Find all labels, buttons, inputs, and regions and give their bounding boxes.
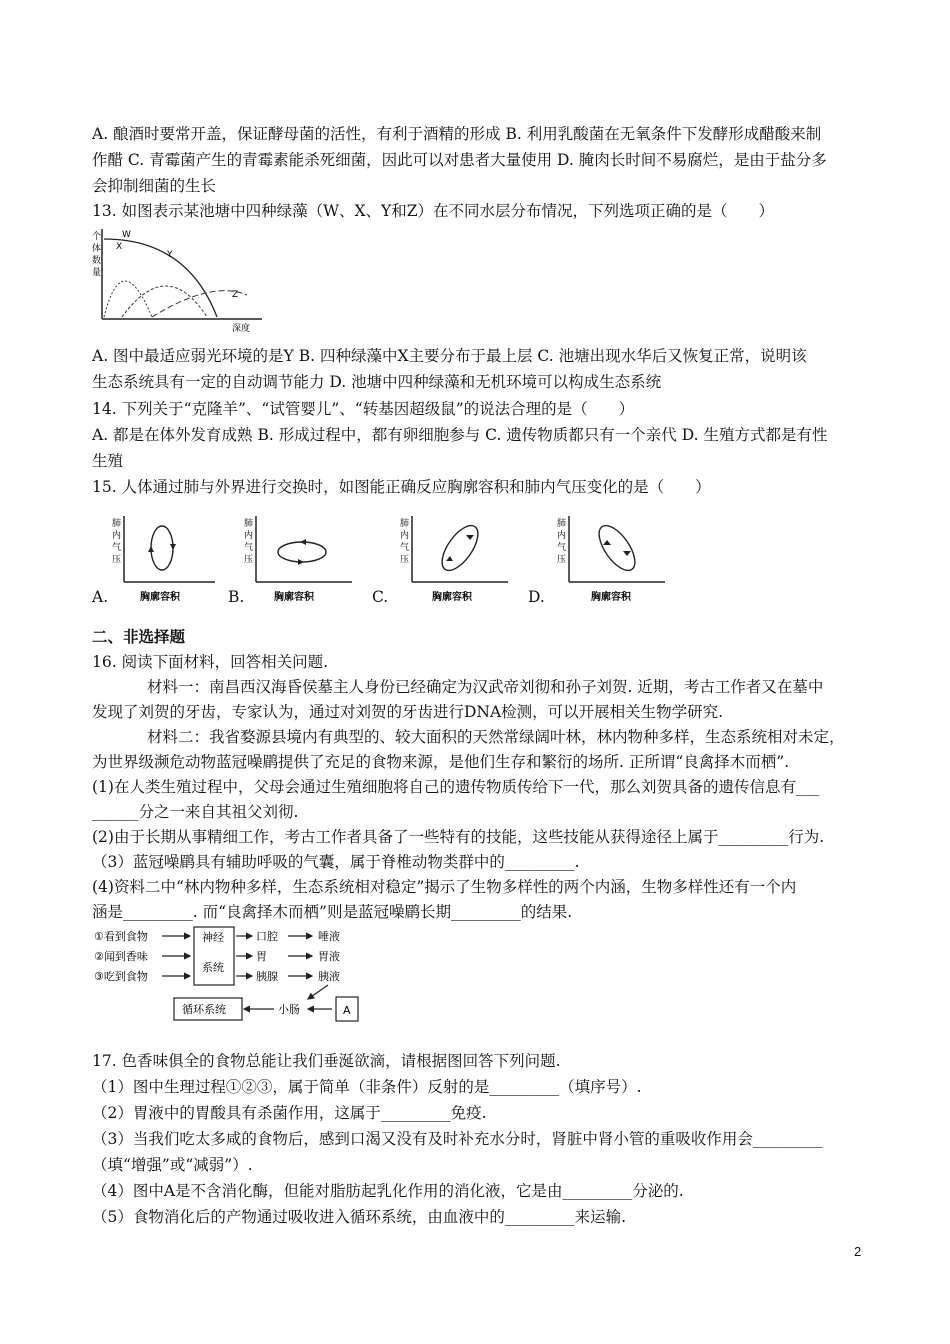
q13-ylabel-2: 体	[92, 244, 102, 254]
q13-curve-w: W	[122, 230, 131, 240]
svg-text:肺: 肺	[112, 519, 122, 529]
q17-input-3: ③吃到食物	[94, 970, 148, 983]
q13-curve-z: Z	[232, 290, 239, 300]
q13-ylabel-4: 量	[92, 268, 102, 278]
svg-text:内: 内	[112, 531, 122, 541]
q17-intestine: 小肠	[278, 1003, 300, 1016]
q15-xlabel: 胸廓容积	[591, 592, 631, 603]
q17-sub: （3）当我们吃太多咸的食物后，感到口渴又没有及时补充水分时，肾脏中肾小管的重吸收作用会_________	[92, 1130, 823, 1148]
q17-organ-1: 口腔	[256, 930, 278, 943]
q15-option-d: D.	[528, 588, 545, 606]
q13-stem: 13. 如图表示某池塘中四种绿藻（W、X、Y和Z）在不同水层分布情况，下列选项正确的是（ ）	[92, 202, 775, 220]
q15-graph-c	[398, 512, 513, 607]
q17-organ-2: 胃	[256, 950, 267, 963]
q16-material: 发现了刘贺的牙齿，专家认为，通过对刘贺的牙齿进行DNA检测，可以开展相关生物学研究.	[92, 703, 724, 721]
q14-options: 生殖	[92, 452, 124, 470]
q16-material: 为世界级濒危动物蓝冠噪鹛提供了充足的食物来源，是他们生存和繁衍的场所. 正所谓“良禽择木而栖”.	[92, 753, 790, 771]
svg-text:压: 压	[400, 555, 410, 565]
q17-juice-1: 唾液	[318, 930, 340, 943]
svg-text:肺: 肺	[557, 519, 567, 529]
svg-text:内: 内	[244, 531, 254, 541]
q16-sub: ______分之一来自其祖父刘彻.	[92, 803, 299, 821]
q13-ylabel-3: 数	[92, 256, 102, 266]
q17-reflex-diagram	[92, 925, 382, 1035]
q15-option-a: A.	[92, 588, 109, 606]
svg-text:气: 气	[112, 543, 122, 553]
q17-stem: 17. 色香味俱全的食物总能让我们垂涎欲滴，请根据图回答下列问题.	[92, 1052, 561, 1070]
q13-depth-graph	[92, 225, 282, 335]
q17-sub: （填“增强”或“减弱”）.	[92, 1156, 253, 1174]
q17-input-2: ②闻到香味	[94, 950, 148, 963]
q16-sub: (2)由于长期从事精细工作，考古工作者具备了一些特有的技能，这些技能从获得途径上属于_________行为.	[92, 828, 825, 846]
q16-stem: 16. 阅读下面材料，回答相关问题.	[92, 653, 329, 671]
q13-xlabel: 深度	[232, 324, 251, 334]
q17-sub: （4）图中A是不含消化酶，但能对脂肪起乳化作用的消化液，它是由_________分泌的.	[92, 1182, 684, 1200]
q13-options: A. 图中最适应弱光环境的是Y B. 四种绿藻中X主要分布于最上层 C. 池塘出现水华后又恢复正常，说明该	[92, 347, 807, 365]
q14-options: A. 都是在体外发育成熟 B. 形成过程中，都有卵细胞参与 C. 遗传物质都只有一个亲代 D. 生殖方式都是有性	[92, 426, 828, 444]
svg-text:内: 内	[400, 531, 410, 541]
q15-xlabel: 胸廓容积	[274, 592, 314, 603]
q17-sub: （5）食物消化后的产物通过吸收进入循环系统，由血液中的_________来运输.	[92, 1208, 627, 1226]
q15-option-b: B.	[228, 588, 245, 606]
q16-sub: (4)资料二中“林内物种多样，生态系统相对稳定”揭示了生物多样性的两个内涵，生物多样性还有一个内	[92, 878, 797, 896]
q14-stem: 14. 下列关于“克隆羊”、“试管婴儿”、“转基因超级鼠”的说法合理的是（ ）	[92, 400, 635, 418]
q17-circulatory: 循环系统	[182, 1003, 226, 1016]
q15-xlabel: 胸廓容积	[432, 592, 472, 603]
svg-text:内: 内	[557, 531, 567, 541]
svg-text:压: 压	[244, 555, 254, 565]
q17-sub: （1）图中生理过程①②③，属于简单（非条件）反射的是_________（填序号）.	[92, 1078, 642, 1096]
q15-graph-b	[242, 512, 357, 607]
q13-ylabel-1: 个	[92, 232, 102, 242]
page-number: 2	[854, 1244, 862, 1259]
q17-input-1: ①看到食物	[94, 930, 148, 943]
q17-organ-3: 胰腺	[256, 970, 278, 983]
text-line: 作醋 C. 青霉菌产生的青霉素能杀死细菌，因此可以对患者大量使用 D. 腌肉长时间不易腐烂，是由于盐分多	[92, 151, 827, 169]
q17-juice-2: 胃液	[318, 950, 340, 963]
q17-system-top: 神经	[202, 931, 224, 944]
svg-text:气: 气	[400, 543, 410, 553]
q15-option-c: C.	[372, 588, 389, 606]
text-line: 会抑制细菌的生长	[92, 177, 217, 195]
svg-text:压: 压	[112, 555, 122, 565]
q15-graph-a	[110, 512, 220, 607]
q17-sub: （2）胃液中的胃酸具有杀菌作用，这属于_________免疫.	[92, 1104, 487, 1122]
svg-text:气: 气	[557, 543, 567, 553]
q16-sub: （3）蓝冠噪鹛具有辅助呼吸的气囊，属于脊椎动物类群中的_________.	[92, 853, 580, 871]
svg-text:肺: 肺	[244, 519, 254, 529]
q16-material: 材料一：南昌西汉海昏侯墓主人身份已经确定为汉武帝刘彻和孙子刘贺. 近期，考古工作者又在墓中	[147, 678, 824, 696]
q17-system-bottom: 系统	[202, 961, 224, 974]
svg-text:压: 压	[557, 555, 567, 565]
q16-sub: 涵是_________. 而“良禽择木而栖”则是蓝冠噪鹛长期_________的结果.	[92, 903, 573, 921]
q15-graph-d	[555, 512, 670, 607]
q15-xlabel: 胸廓容积	[140, 592, 180, 603]
q17-box-a: A	[343, 1004, 351, 1017]
svg-text:肺: 肺	[400, 519, 410, 529]
text-line: A. 酿酒时要常开盖，保证酵母菌的活性，有利于酒精的形成 B. 利用乳酸菌在无氧条件下发酵形成醋酸来制	[92, 125, 822, 143]
section-heading: 二、非选择题	[92, 628, 186, 646]
svg-text:气: 气	[244, 543, 254, 553]
q17-juice-3: 胰液	[318, 970, 340, 983]
q13-curve-y: Y	[167, 250, 173, 260]
q15-stem: 15. 人体通过肺与外界进行交换时，如图能正确反应胸廓容积和肺内气压变化的是（ ）	[92, 478, 711, 496]
q13-curve-x: X	[116, 242, 123, 252]
q13-options: 生态系统具有一定的自动调节能力 D. 池塘中四种绿藻和无机环境可以构成生态系统	[92, 373, 662, 391]
q16-material: 材料二：我省婺源县境内有典型的、较大面积的天然常绿阔叶林，林内物种多样，生态系统相对未定，	[147, 728, 845, 746]
q16-sub: (1)在人类生殖过程中，父母会通过生殖细胞将自己的遗传物质传给下一代，那么刘贺具备的遗传信息有___	[92, 778, 820, 796]
